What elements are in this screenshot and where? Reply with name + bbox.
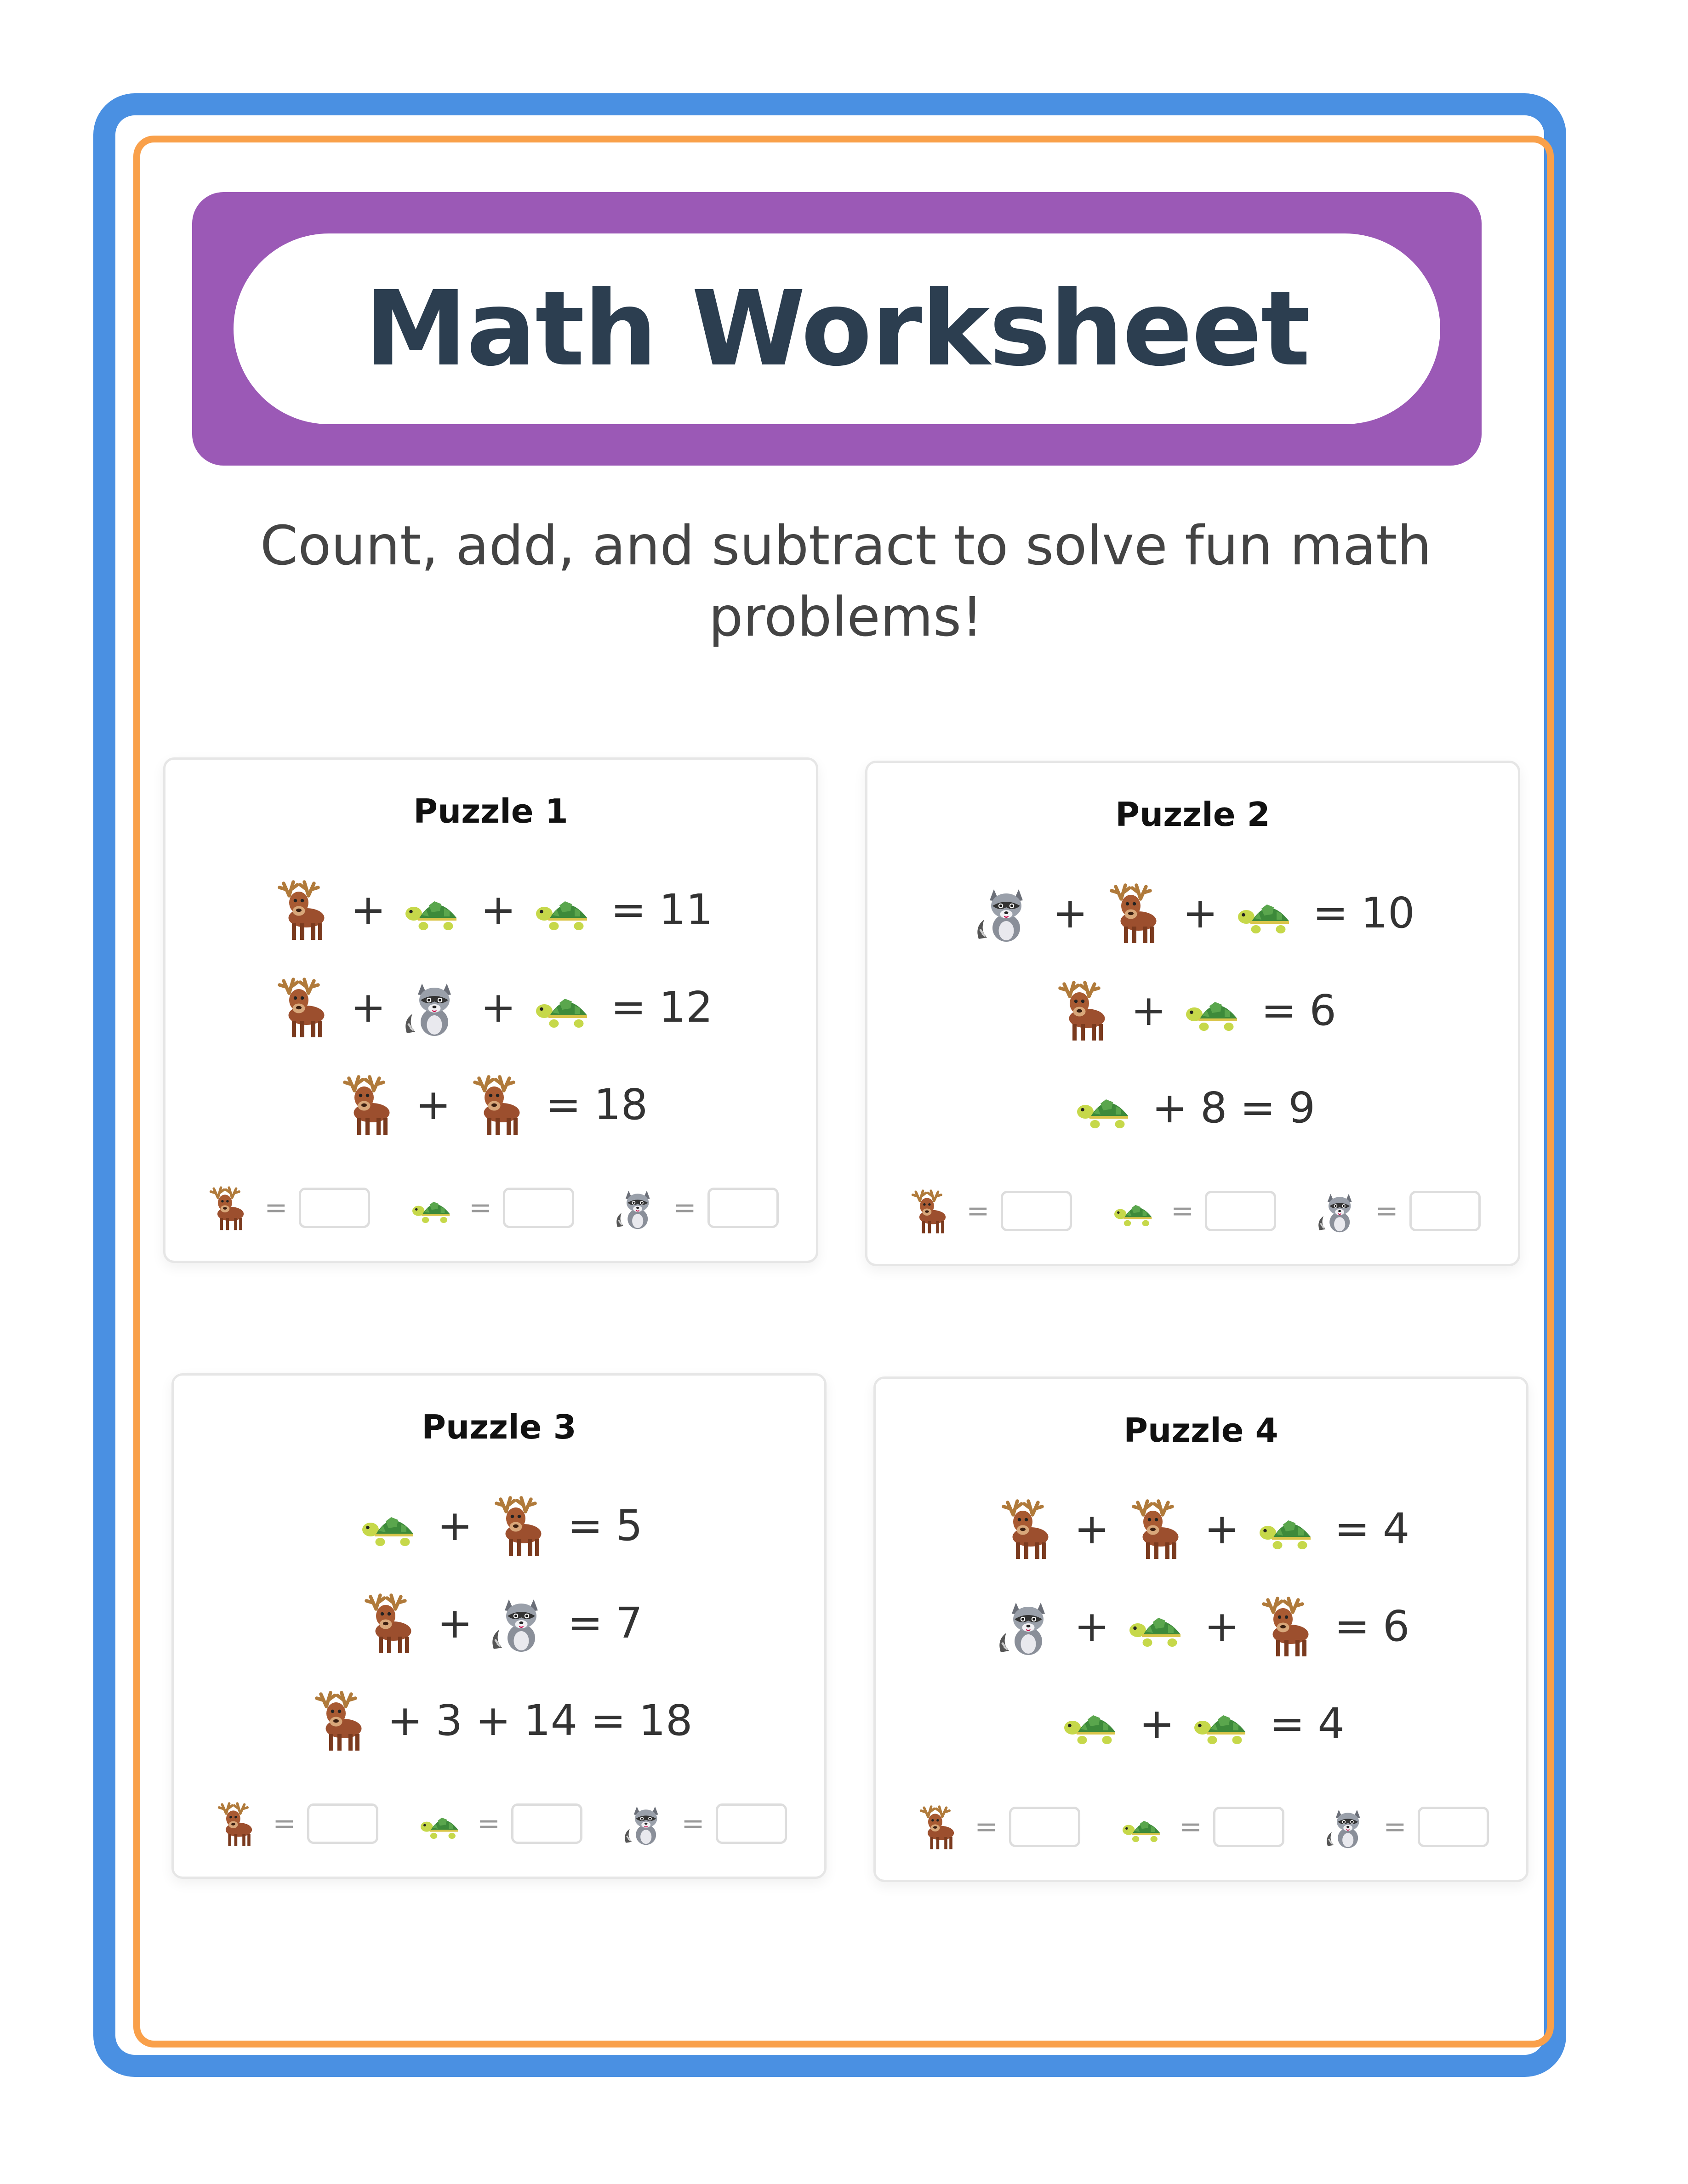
raccoon-icon <box>485 1588 554 1657</box>
equals-sign: = <box>610 982 646 1032</box>
equals-sign: = <box>1170 1195 1194 1227</box>
raccoon-icon <box>992 1592 1061 1661</box>
plus-sign: + <box>1052 888 1088 938</box>
equals-sign: = <box>1261 985 1297 1035</box>
equals-sign: = <box>1179 1811 1203 1843</box>
moose-icon <box>485 1491 554 1560</box>
turtle-icon <box>1070 1073 1139 1142</box>
plus-sign: + <box>1074 1504 1110 1553</box>
puzzle-card-4 <box>873 1376 1528 1882</box>
answer-row <box>174 1798 824 1849</box>
puzzle-title: Puzzle 4 <box>1123 1411 1278 1450</box>
turtle-answer-box[interactable] <box>1205 1191 1276 1231</box>
turtle-icon <box>1179 976 1248 1045</box>
raccoon-icon <box>611 1183 662 1233</box>
turtle-icon <box>1187 1689 1256 1758</box>
equation-result: 18 <box>594 1080 648 1129</box>
plus-sign: + <box>350 982 386 1032</box>
moose-icon <box>1049 976 1118 1045</box>
moose-icon <box>334 1070 403 1139</box>
raccoon-icon <box>1322 1802 1372 1852</box>
plus-sign: + <box>350 885 386 934</box>
answer-moose <box>211 1798 378 1849</box>
raccoon-icon <box>970 878 1039 947</box>
answer-raccoon <box>620 1798 787 1849</box>
equals-sign: = <box>1334 1601 1370 1651</box>
moose-icon <box>355 1588 424 1657</box>
plus-sign: + <box>1131 985 1167 1035</box>
equals-sign: = <box>1334 1504 1370 1553</box>
equals-sign: = <box>468 1192 492 1224</box>
raccoon-answer-box[interactable] <box>707 1188 779 1228</box>
number-term: 14 <box>524 1695 578 1745</box>
puzzle-card-3 <box>171 1373 827 1879</box>
turtle-icon <box>407 1183 458 1233</box>
equation-row <box>165 1056 816 1153</box>
turtle-icon <box>416 1798 466 1849</box>
turtle-icon <box>1231 878 1300 947</box>
equation-row <box>867 1059 1518 1156</box>
moose-icon <box>1101 878 1169 947</box>
moose-answer-box[interactable] <box>1001 1191 1072 1231</box>
plus-sign: + <box>475 1695 511 1745</box>
answer-row <box>876 1802 1526 1852</box>
moose-answer-box[interactable] <box>299 1188 370 1228</box>
plus-sign: + <box>1139 1699 1175 1748</box>
equals-sign: = <box>975 1811 998 1843</box>
answer-moose <box>913 1802 1080 1852</box>
equals-sign: = <box>273 1808 296 1840</box>
turtle-icon <box>1057 1689 1126 1758</box>
moose-icon <box>913 1802 964 1852</box>
page-title: Math Worksheet <box>364 268 1310 389</box>
equals-sign: = <box>567 1501 603 1550</box>
equals-sign: = <box>966 1195 990 1227</box>
moose-icon <box>1123 1494 1192 1563</box>
equation-result: 9 <box>1288 1083 1316 1132</box>
equations <box>867 864 1518 1156</box>
equals-sign: = <box>1269 1699 1305 1748</box>
turtle-icon <box>355 1491 424 1560</box>
answer-raccoon <box>1313 1186 1480 1236</box>
raccoon-icon <box>1313 1186 1364 1236</box>
title-banner <box>192 192 1482 466</box>
plus-sign: + <box>1204 1601 1240 1651</box>
turtle-icon <box>1109 1186 1160 1236</box>
equations <box>876 1480 1526 1772</box>
equals-sign: = <box>590 1695 626 1745</box>
puzzle-title: Puzzle 1 <box>413 792 568 830</box>
plus-sign: + <box>437 1501 473 1550</box>
plus-sign: + <box>1204 1504 1240 1553</box>
number-term: 8 <box>1200 1083 1227 1132</box>
plus-sign: + <box>415 1080 451 1129</box>
equals-sign: = <box>567 1598 603 1648</box>
equation-row <box>867 961 1518 1059</box>
equals-sign: = <box>545 1080 582 1129</box>
equation-result: 5 <box>616 1501 643 1550</box>
moose-icon <box>268 973 337 1041</box>
answer-row <box>867 1186 1518 1236</box>
puzzle-title: Puzzle 3 <box>422 1408 576 1446</box>
turtle-icon <box>1123 1592 1192 1661</box>
equation-row <box>174 1672 824 1769</box>
plus-sign: + <box>1182 888 1218 938</box>
plus-sign: + <box>387 1695 423 1745</box>
equations <box>165 861 816 1153</box>
answer-raccoon <box>1322 1802 1488 1852</box>
turtle-answer-box[interactable] <box>503 1188 574 1228</box>
equals-sign: = <box>264 1192 288 1224</box>
title-pill <box>234 233 1440 424</box>
moose-icon <box>211 1798 262 1849</box>
raccoon-answer-box[interactable] <box>1418 1807 1489 1847</box>
plus-sign: + <box>480 885 516 934</box>
puzzle-card-2 <box>865 761 1520 1266</box>
equation-row <box>174 1477 824 1574</box>
equation-row <box>165 861 816 958</box>
moose-icon <box>306 1686 375 1755</box>
raccoon-icon <box>399 973 468 1041</box>
equation-result: 12 <box>659 982 713 1032</box>
turtle-icon <box>1118 1802 1168 1852</box>
turtle-answer-box[interactable] <box>511 1803 582 1844</box>
plus-sign: + <box>480 982 516 1032</box>
turtle-icon <box>529 973 598 1041</box>
turtle-icon <box>399 875 468 944</box>
equation-result: 11 <box>659 885 713 934</box>
equation-result: 6 <box>1382 1601 1410 1651</box>
moose-icon <box>268 875 337 944</box>
answer-moose <box>905 1186 1072 1236</box>
equation-row <box>876 1675 1526 1772</box>
equals-sign: = <box>610 885 646 934</box>
raccoon-answer-box[interactable] <box>1409 1191 1481 1231</box>
moose-answer-box[interactable] <box>307 1803 378 1844</box>
equals-sign: = <box>477 1808 501 1840</box>
equation-row <box>876 1480 1526 1577</box>
turtle-answer-box[interactable] <box>1213 1807 1284 1847</box>
raccoon-answer-box[interactable] <box>716 1803 787 1844</box>
moose-icon <box>905 1186 955 1236</box>
moose-answer-box[interactable] <box>1009 1807 1080 1847</box>
answer-turtle <box>407 1183 574 1233</box>
turtle-icon <box>529 875 598 944</box>
plus-sign: + <box>1152 1083 1187 1132</box>
subtitle: Count, add, and subtract to solve fun math problems! <box>260 514 1432 648</box>
raccoon-icon <box>620 1798 670 1849</box>
moose-icon <box>992 1494 1061 1563</box>
puzzle-title: Puzzle 2 <box>1115 795 1270 834</box>
moose-icon <box>203 1183 253 1233</box>
equation-result: 18 <box>639 1695 693 1745</box>
equals-sign: = <box>1312 888 1348 938</box>
equals-sign: = <box>1240 1083 1276 1132</box>
equals-sign: = <box>1375 1195 1398 1227</box>
equation-result: 10 <box>1361 888 1415 938</box>
number-term: 3 <box>435 1695 463 1745</box>
equation-result: 7 <box>616 1598 643 1648</box>
answer-row <box>165 1183 816 1233</box>
answer-raccoon <box>611 1183 778 1233</box>
equation-row <box>867 864 1518 961</box>
equation-row <box>876 1577 1526 1675</box>
answer-turtle <box>1109 1186 1276 1236</box>
plus-sign: + <box>1074 1601 1110 1651</box>
answer-turtle <box>1118 1802 1284 1852</box>
equations <box>174 1477 824 1769</box>
answer-moose <box>203 1183 370 1233</box>
equals-sign: = <box>681 1808 705 1840</box>
equation-result: 6 <box>1309 985 1336 1035</box>
answer-turtle <box>416 1798 582 1849</box>
equation-row <box>165 958 816 1056</box>
moose-icon <box>1253 1592 1322 1661</box>
equation-result: 4 <box>1382 1504 1410 1553</box>
equation-row <box>174 1574 824 1672</box>
plus-sign: + <box>437 1598 473 1648</box>
turtle-icon <box>1253 1494 1322 1563</box>
moose-icon <box>464 1070 533 1139</box>
equals-sign: = <box>1383 1811 1407 1843</box>
puzzle-card-1 <box>163 757 818 1263</box>
equals-sign: = <box>673 1192 696 1224</box>
equation-result: 4 <box>1317 1699 1345 1748</box>
